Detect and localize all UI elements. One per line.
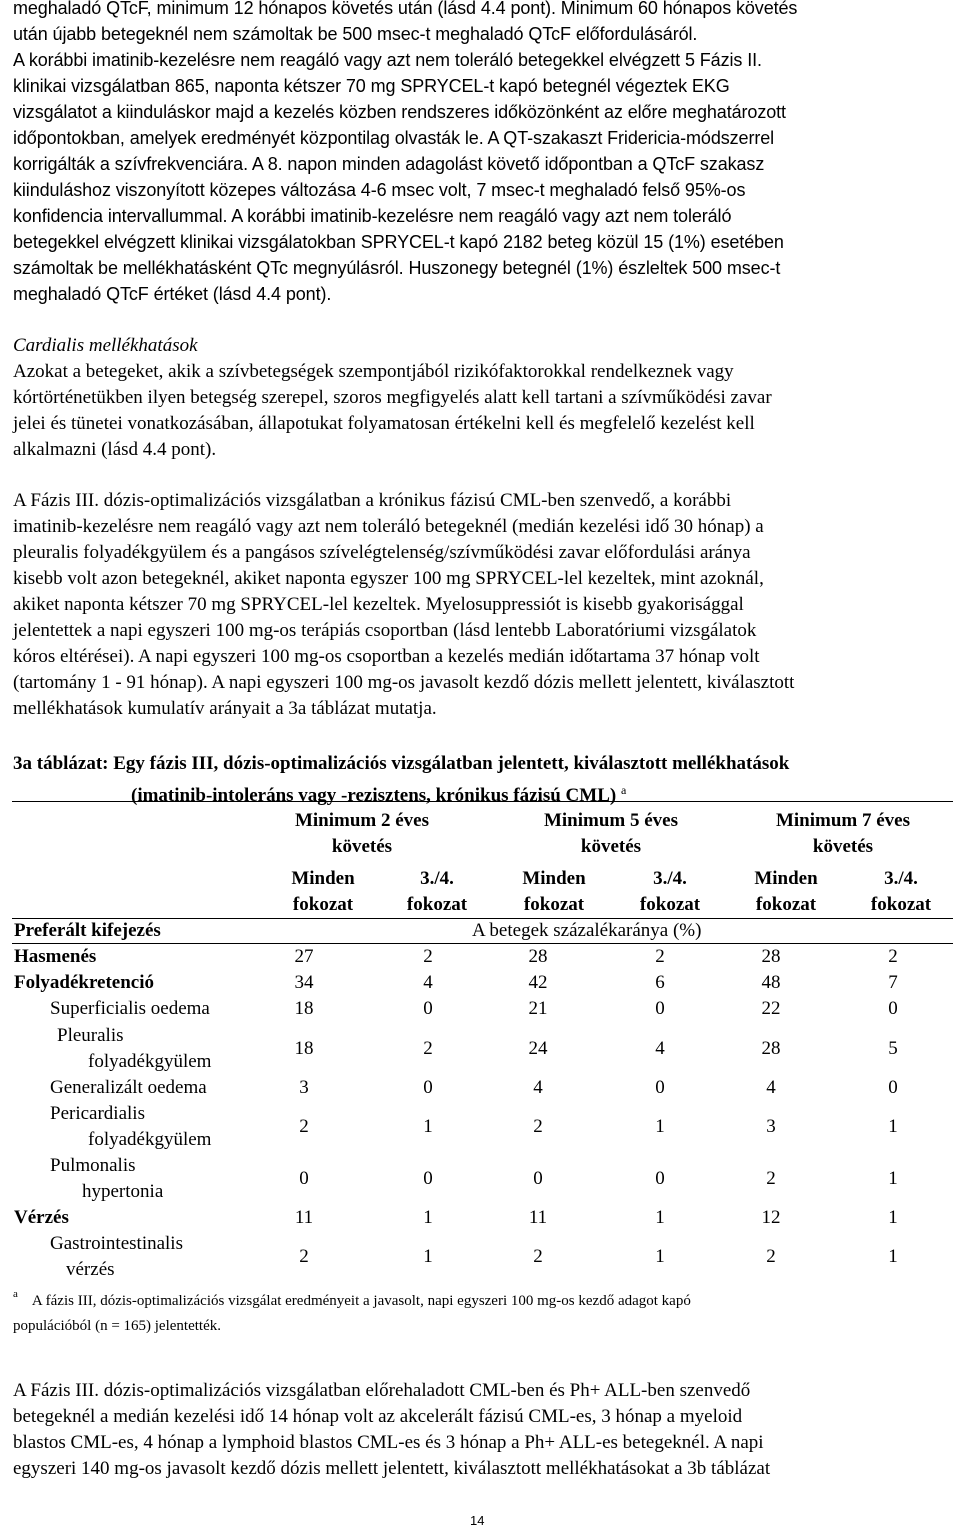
table-cell: 4: [655, 1038, 665, 1059]
table-cell: 4: [423, 972, 433, 993]
table-cell: 3: [766, 1116, 776, 1137]
row-term: Gastrointestinalis: [50, 1233, 183, 1254]
table-cell: 28: [761, 1038, 781, 1059]
header-line: fokozat: [755, 894, 817, 915]
header-line: fokozat: [523, 894, 585, 915]
table-cell: 12: [761, 1207, 781, 1228]
row-term: folyadékgyülem: [88, 1129, 212, 1150]
table-cell: 0: [423, 998, 433, 1019]
table-cell: 2: [655, 946, 665, 967]
table-title-line: 3a táblázat: Egy fázis III, dózis-optimalizációs vizsgálatban jelentett, kiválasztott mellékhatások: [13, 753, 790, 774]
table-cell: 2: [299, 1246, 309, 1267]
header-line: fokozat: [406, 894, 468, 915]
text-line: meghaladó QTcF értéket (lásd 4.4 pont).: [13, 284, 332, 304]
table-cell: 2: [423, 946, 433, 967]
paragraph-phase3: [13, 488, 948, 722]
table-cell: 1: [888, 1168, 898, 1189]
table-cell: 2: [888, 946, 898, 967]
header-line: fokozat: [639, 894, 701, 915]
text-line: betegekkel elvégzett klinikai vizsgálatokban SPRYCEL-t kapó 2182 beteg közül 15 (1%) esetében: [13, 232, 784, 252]
table-cell: 0: [299, 1168, 309, 1189]
text-line: konfidencia intervallummal. A korábbi imatinib-kezelésre nem reagáló vagy azt nem toleráló: [13, 206, 732, 226]
table-cell: 2: [766, 1246, 776, 1267]
table-cell: 1: [423, 1246, 433, 1267]
footnote-line: populációból (n = 165) jelentették.: [13, 1318, 221, 1334]
paragraph-advanced-phase: [13, 1378, 948, 1482]
header-line: követés: [812, 836, 874, 857]
subheader-all-grades: [509, 866, 599, 918]
footnote-mark: a: [620, 783, 627, 797]
table-cell: 4: [533, 1077, 543, 1098]
table-title-line-text: (imatinib-intoleráns vagy -rezisztens, krónikus fázisú CML): [131, 785, 617, 806]
row-term: Vérzés: [14, 1207, 69, 1228]
subheader-all-grades: [278, 866, 368, 918]
header-line: Minimum 2 éves: [294, 810, 430, 831]
header-line: 3./4.: [420, 868, 454, 889]
header-line: követés: [331, 836, 393, 857]
table-cell: 42: [528, 972, 548, 993]
percent-header: A betegek százalékaránya (%): [472, 920, 702, 941]
table-cell: 21: [528, 998, 548, 1019]
table-cell: 2: [423, 1038, 433, 1059]
text-line: A Fázis III. dózis-optimalizációs vizsgálatban előrehaladott CML-ben és Ph+ ALL-ben szenvedő: [13, 1380, 751, 1401]
table-cell: 0: [888, 998, 898, 1019]
table-cell: 22: [761, 998, 781, 1019]
header-line: fokozat: [870, 894, 932, 915]
text-line: kóros eltérései). A napi egyszeri 100 mg-os csoportban a kezelés medián időtartama 37 hónap volt: [13, 646, 760, 667]
subheader-all-grades: [741, 866, 831, 918]
table-cell: 3: [299, 1077, 309, 1098]
table-rule-top: [12, 801, 953, 802]
table-cell: 1: [423, 1116, 433, 1137]
table-cell: 2: [299, 1116, 309, 1137]
header-line: 3./4.: [884, 868, 918, 889]
table-cell: 0: [655, 1168, 665, 1189]
header-line: Minden: [522, 868, 586, 889]
table-cell: 18: [294, 1038, 314, 1059]
table-cell: 2: [766, 1168, 776, 1189]
table-cell: 1: [655, 1207, 665, 1228]
text-line: A Fázis III. dózis-optimalizációs vizsgálatban a krónikus fázisú CML-ben szenvedő, a korábbi: [13, 490, 732, 511]
text-line: akiket naponta kétszer 70 mg SPRYCEL-lel kezeltek. Myelosuppressiót is kisebb gyakorisággal: [13, 594, 744, 615]
term-column-header: Preferált kifejezés: [14, 920, 161, 941]
table-cell: 48: [761, 972, 781, 993]
text-line: kisebb volt azon betegeknél, akiket naponta egyszer 100 mg SPRYCEL-lel kezeltek, mint azoknál,: [13, 568, 764, 589]
table-cell: 6: [655, 972, 665, 993]
text-line: számoltak be mellékhatásként QTc megnyúlásról. Huszonegy betegnél (1%) észleltek 500 msec-t: [13, 258, 781, 278]
row-term: Pleuralis: [57, 1025, 124, 1046]
table-cell: 27: [294, 946, 314, 967]
text-line: időpontokban, amelyek eredményét központilag olvasták le. A QT-szakaszt Fridericia-módszerrel: [13, 128, 775, 148]
table-cell: 18: [294, 998, 314, 1019]
header-line: Minden: [291, 868, 355, 889]
table-cell: 11: [294, 1207, 314, 1228]
table-cell: 7: [888, 972, 898, 993]
table-cell: 28: [761, 946, 781, 967]
footnote-line: [13, 1282, 948, 1314]
table-cell: 4: [766, 1077, 776, 1098]
table-cell: 0: [888, 1077, 898, 1098]
text-line: A korábbi imatinib-kezelésre nem reagáló vagy azt nem toleráló betegekkel elvégzett 5 Fázis II.: [13, 50, 762, 70]
table-cell: 34: [294, 972, 314, 993]
footnote-text: A fázis III, dózis-optimalizációs vizsgálat eredményeit a javasolt, napi egyszeri 100 mg-os kezdő adagot kapó: [31, 1293, 691, 1309]
text-line: Azokat a betegeket, akik a szívbetegségek szempontjából rizikófaktorokkal rendelkeznek vagy: [13, 361, 734, 382]
column-group-header: [262, 808, 462, 860]
row-term: Superficialis oedema: [50, 998, 210, 1019]
text-line: pleuralis folyadékgyülem és a pangásos szívelégtelenség/szívműködési zavar előfordulási aránya: [13, 542, 751, 563]
text-line: imatinib-kezelésre nem reagáló vagy azt nem toleráló betegeknél (medián kezelési idő 30 hónap) a: [13, 516, 764, 537]
text-line: blastos CML-es, 4 hónap a lymphoid blastos CML-es és 3 hónap a Ph+ ALL-es betegeknél. A napi: [13, 1432, 764, 1453]
row-term: Folyadékretenció: [14, 972, 155, 993]
text-line: után újabb betegeknél nem számoltak be 500 msec-t meghaladó QTcF előfordulásáról.: [13, 24, 698, 44]
paragraph-cardiac: [13, 359, 948, 463]
row-term: Hasmenés: [14, 946, 97, 967]
row-term: Pericardialis: [50, 1103, 145, 1124]
table-cell: 0: [533, 1168, 543, 1189]
text-line: betegeknél a medián kezelési idő 14 hónap volt az akcelerált fázisú CML-es, 3 hónap a myeloid: [13, 1406, 743, 1427]
header-line: fokozat: [292, 894, 354, 915]
page-number: 14: [470, 1513, 485, 1528]
table-rule: [12, 943, 953, 944]
text-line: klinikai vizsgálatban 865, naponta kétszer 70 mg SPRYCEL-t kapó betegnél végeztek EKG: [13, 76, 730, 96]
text-line: kórtörténetükben ilyen betegség szerepel, szoros megfigyelés alatt kell tartani a szívműködési zavar: [13, 387, 772, 408]
header-line: Minimum 5 éves: [543, 810, 679, 831]
subheader-grade-3-4: [392, 866, 482, 918]
table-cell: 2: [533, 1116, 543, 1137]
text-line: mellékhatások kumulatív arányait a 3a táblázat mutatja.: [13, 698, 437, 719]
column-group-header: [496, 808, 726, 860]
table-cell: 11: [528, 1207, 548, 1228]
table-cell: 0: [423, 1168, 433, 1189]
header-line: 3./4.: [653, 868, 687, 889]
footnote-mark: a: [13, 1288, 18, 1300]
text-line: vizsgálatot a kiinduláskor majd a kezelés közben rendszeres időközönként az előre meghatározott: [13, 102, 786, 122]
text-line: jelei és tünetei vonatkozásában, állapotukat folyamatosan értékelni kell és megfelelő kezelést kell: [13, 413, 755, 434]
row-term: hypertonia: [82, 1181, 164, 1202]
text-line: egyszeri 140 mg-os javasolt kezdő dózis mellett jelentett, kiválasztott mellékhatásokat a 3b táblázat: [13, 1458, 771, 1479]
table-cell: 0: [423, 1077, 433, 1098]
text-line: alkalmazni (lásd 4.4 pont).: [13, 439, 217, 460]
table-footnote: [13, 1282, 948, 1339]
row-term: vérzés: [66, 1259, 115, 1280]
text-line: (tartomány 1 - 91 hónap). A napi egyszeri 100 mg-os javasolt kezdő dózis mellett jelentett, kiválasztott: [13, 672, 795, 693]
section-heading-cardiac: Cardialis mellékhatások: [13, 335, 198, 356]
row-term: Generalizált oedema: [50, 1077, 207, 1098]
table-title-line: [13, 777, 953, 806]
header-line: követés: [580, 836, 642, 857]
paragraph-qt-prolongation: [13, 0, 948, 307]
table-cell: 2: [533, 1246, 543, 1267]
row-term: Pulmonalis: [50, 1155, 136, 1176]
table-cell: 1: [888, 1246, 898, 1267]
row-term: folyadékgyülem: [88, 1051, 212, 1072]
table-cell: 28: [528, 946, 548, 967]
table-title: [13, 751, 953, 806]
table-cell: 1: [655, 1116, 665, 1137]
subheader-grade-3-4: [625, 866, 715, 918]
text-line: korrigálták a szívfrekvenciára. A 8. napon minden adagolást követő időpontban a QTcF szakasz: [13, 154, 765, 174]
table-cell: 5: [888, 1038, 898, 1059]
text-line: jelentettek a napi egyszeri 100 mg-os terápiás csoportban (lásd lentebb Laboratóriumi vizsgálatok: [13, 620, 757, 641]
table-cell: 1: [423, 1207, 433, 1228]
table-cell: 1: [888, 1207, 898, 1228]
text-line: meghaladó QTcF, minimum 12 hónapos követés után (lásd 4.4 pont). Minimum 60 hónapos követés: [13, 0, 798, 18]
table-cell: 1: [655, 1246, 665, 1267]
table-cell: 1: [888, 1116, 898, 1137]
table-cell: 0: [655, 998, 665, 1019]
text-line: kiinduláshoz viszonyított közepes változása 4-6 msec volt, 7 msec-t meghaladó felső 95%-os: [13, 180, 746, 200]
table-cell: 24: [528, 1038, 548, 1059]
header-line: Minden: [754, 868, 818, 889]
subheader-grade-3-4: [856, 866, 946, 918]
table-cell: 0: [655, 1077, 665, 1098]
header-line: Minimum 7 éves: [775, 810, 911, 831]
column-group-header: [738, 808, 948, 860]
